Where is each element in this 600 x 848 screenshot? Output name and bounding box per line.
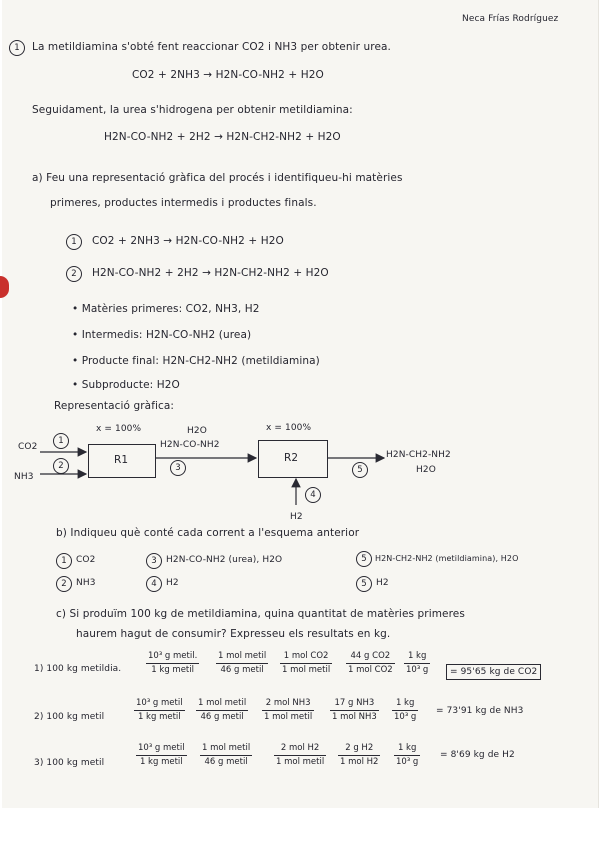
- stream-4-number: 4: [305, 487, 321, 503]
- bullet-final-product-text: Producte final: H2N-CH2-NH2 (metildiamina): [81, 355, 320, 367]
- calc-1-factor-3-num: 1 mol CO2: [280, 650, 332, 664]
- calc-2-factor-1-den: 1 kg metil: [137, 712, 181, 722]
- calc-3-factor-1: [136, 742, 187, 769]
- calc-3-factor-3-den: 1 mol metil: [276, 757, 325, 767]
- reactor-2-label: R2: [284, 452, 299, 464]
- bullet-byproduct: • Subproducte: H2O: [72, 379, 180, 391]
- calc-2-factor-1: [134, 697, 185, 724]
- calc-1-factor-3: [280, 650, 332, 677]
- calc-3-factor-1-num: 10³ g metil: [136, 742, 187, 756]
- part-a-question-line2: primeres, productes intermedis i productes finals.: [50, 197, 317, 209]
- calc-3-factor-5-num: 1 kg: [394, 742, 420, 756]
- calc-2-factor-4-num: 17 g NH3: [330, 697, 379, 711]
- calc-2-factor-3-den: 1 mol metil: [264, 712, 313, 722]
- input-co2: CO2: [18, 442, 38, 452]
- part-c-question-line2: haurem hagut de consumir? Expresseu els resultats en kg.: [76, 628, 391, 640]
- b-item-3-number: 3: [146, 553, 162, 569]
- reactor-2-conversion: x = 100%: [266, 423, 312, 433]
- problem-number: 1: [9, 40, 25, 56]
- b-item-2-number: 2: [56, 576, 72, 592]
- bullet-intermediates: • Intermedis: H2N-CO-NH2 (urea): [72, 329, 252, 341]
- calc-1-factor-2: [216, 650, 268, 677]
- calc-2-result: = 73'91 kg de NH3: [436, 706, 524, 716]
- calc-1-factor-2-den: 46 g metil: [220, 665, 264, 675]
- reaction-2-number: 2: [66, 266, 82, 282]
- mid-stream-h2o: H2O: [187, 426, 207, 436]
- b-item-5b-text: H2: [376, 578, 389, 588]
- calc-1-factor-4-den: 1 mol CO2: [348, 665, 393, 675]
- calc-2-factor-4: [330, 697, 379, 724]
- calc-1-factor-4: [346, 650, 395, 677]
- calc-3-factor-4-den: 1 mol H2: [340, 757, 379, 767]
- reaction-urea: CO2 + 2NH3 → H2N-CO-NH2 + H2O: [132, 69, 324, 81]
- calc-1-factor-2-num: 1 mol metil: [216, 650, 268, 664]
- stream-5-number: 5: [352, 462, 368, 478]
- input-h2: H2: [290, 512, 303, 522]
- stream-3-number: 3: [170, 460, 186, 476]
- input-nh3: NH3: [14, 472, 34, 482]
- bullet-raw-materials: • Matèries primeres: CO2, NH3, H2: [72, 303, 260, 315]
- part-a-question-line1: a) Feu una representació gràfica del procés i identifiqueu-hi matèries: [32, 172, 403, 184]
- stream-2-number: 2: [53, 458, 69, 474]
- part-b-question: b) Indiqueu què conté cada corrent a l'esquema anterior: [56, 527, 360, 539]
- calc-2-label: 2) 100 kg metil: [34, 712, 105, 722]
- calc-3-label: 3) 100 kg metil: [34, 758, 105, 768]
- calc-2-factor-1-num: 10³ g metil: [134, 697, 185, 711]
- bullet-raw-materials-text: Matèries primeres: CO2, NH3, H2: [81, 303, 260, 315]
- b-item-5-text: H2N-CH2-NH2 (metildiamina), H2O: [375, 554, 519, 563]
- calc-3-factor-3-num: 2 mol H2: [274, 742, 326, 756]
- mid-stream-urea: H2N-CO-NH2: [160, 440, 220, 450]
- bullet-byproduct-text: Subproducte: H2O: [81, 379, 180, 391]
- calc-1-factor-3-den: 1 mol metil: [282, 665, 331, 675]
- b-item-2-text: NH3: [76, 578, 96, 588]
- calc-3-factor-1-den: 1 kg metil: [139, 757, 183, 767]
- calc-2-factor-5-den: 10³ g: [394, 712, 417, 722]
- bullet-intermediates-text: Intermedis: H2N-CO-NH2 (urea): [81, 329, 252, 341]
- calc-1-factor-4-num: 44 g CO2: [346, 650, 395, 664]
- calc-3-factor-4-num: 2 g H2: [338, 742, 380, 756]
- calc-3-result: = 8'69 kg de H2: [440, 750, 515, 760]
- b-item-4-text: H2: [166, 578, 179, 588]
- reaction-1-number: 1: [66, 234, 82, 250]
- b-item-1-text: CO2: [76, 555, 96, 565]
- calc-3-factor-4: [338, 742, 380, 769]
- calc-3-factor-5: [394, 742, 420, 769]
- b-item-5b-number: 5: [356, 576, 372, 592]
- calc-3-factor-2-den: 46 g metil: [204, 757, 248, 767]
- reactor-1-label: R1: [114, 454, 129, 466]
- diagram-title: Representació gràfica:: [54, 400, 175, 412]
- calc-1-label: 1) 100 kg metildia.: [34, 664, 122, 674]
- calc-3-factor-2: [200, 742, 252, 769]
- b-item-1-number: 1: [56, 553, 72, 569]
- output-h2o: H2O: [416, 465, 436, 475]
- stream-1-number: 1: [53, 433, 69, 449]
- calc-2-factor-2-den: 46 g metil: [200, 712, 244, 722]
- author-name: Neca Frías Rodríguez: [462, 14, 559, 24]
- output-product: H2N-CH2-NH2: [386, 450, 451, 460]
- part-c-question-line1: c) Si produïm 100 kg de metildiamina, quina quantitat de matèries primeres: [56, 608, 465, 620]
- calc-2-factor-2-num: 1 mol metil: [196, 697, 248, 711]
- calc-1-factor-5: [404, 650, 430, 677]
- calc-3-factor-2-num: 1 mol metil: [200, 742, 252, 756]
- calc-1-factor-1: [146, 650, 199, 677]
- calc-2-factor-2: [196, 697, 248, 724]
- calc-2-factor-3-num: 2 mol NH3: [262, 697, 314, 711]
- calc-1-result: = 95'65 kg de CO2: [446, 664, 541, 680]
- b-item-3-text: H2N-CO-NH2 (urea), H2O: [166, 555, 283, 565]
- reaction-1-equation: CO2 + 2NH3 → H2N-CO-NH2 + H2O: [92, 235, 284, 247]
- calc-2-factor-4-den: 1 mol NH3: [332, 712, 377, 722]
- calc-1-factor-1-num: 10³ g metil.: [146, 650, 199, 664]
- calc-3-factor-3: [274, 742, 326, 769]
- calc-2-factor-5: [392, 697, 418, 724]
- reaction-hydrogenation: H2N-CO-NH2 + 2H2 → H2N-CH2-NH2 + H2O: [104, 131, 341, 143]
- bullet-final-product: • Producte final: H2N-CH2-NH2 (metildiamina): [72, 355, 320, 367]
- calc-1-factor-5-num: 1 kg: [404, 650, 430, 664]
- calc-1-factor-1-den: 1 kg metil: [151, 665, 194, 675]
- calc-2-factor-5-num: 1 kg: [392, 697, 418, 711]
- reactor-1-conversion: x = 100%: [96, 424, 142, 434]
- calc-2-factor-3: [262, 697, 314, 724]
- b-item-4-number: 4: [146, 576, 162, 592]
- reaction-2-equation: H2N-CO-NH2 + 2H2 → H2N-CH2-NH2 + H2O: [92, 267, 329, 279]
- intro-text-2: Seguidament, la urea s'hidrogena per obtenir metildiamina:: [32, 104, 353, 116]
- calc-3-factor-5-den: 10³ g: [396, 757, 419, 767]
- calc-1-factor-5-den: 10³ g: [406, 665, 429, 675]
- b-item-5-number: 5: [356, 551, 372, 567]
- intro-text: La metildiamina s'obté fent reaccionar CO2 i NH3 per obtenir urea.: [32, 41, 391, 53]
